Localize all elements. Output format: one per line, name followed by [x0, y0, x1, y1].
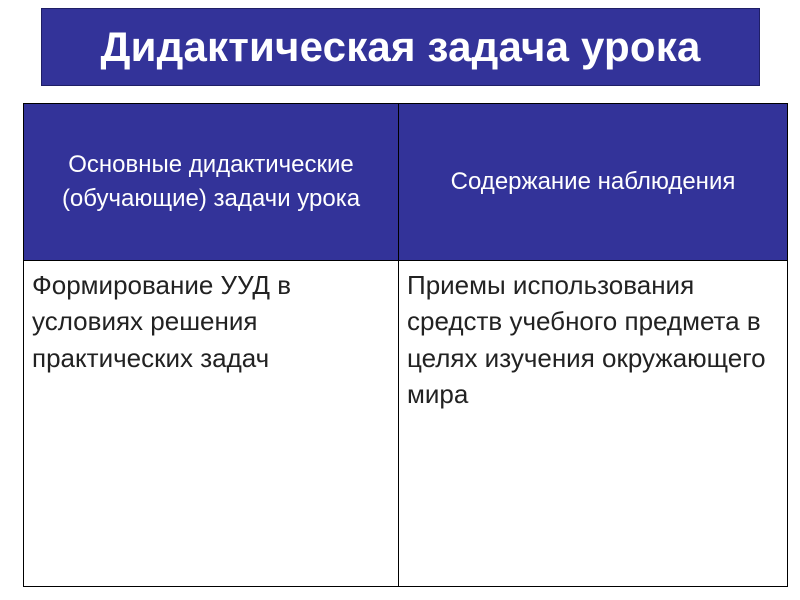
- cell-observation: Приемы использования средств учебного предмета в целях изучения окружающего мира: [399, 261, 788, 587]
- title-banner: [41, 8, 760, 86]
- slide-title: Дидактическая задача урока: [100, 23, 701, 70]
- cell-task: Формирование УУД в условиях решения практических задач: [24, 261, 399, 587]
- header-cell-observation: Содержание наблюдения: [399, 104, 788, 261]
- header-cell-tasks: Основные дидактические (обучающие) задачи урока: [24, 104, 399, 261]
- table-row: [24, 261, 788, 587]
- didactic-table: [23, 103, 788, 587]
- table-header-row: [24, 104, 788, 261]
